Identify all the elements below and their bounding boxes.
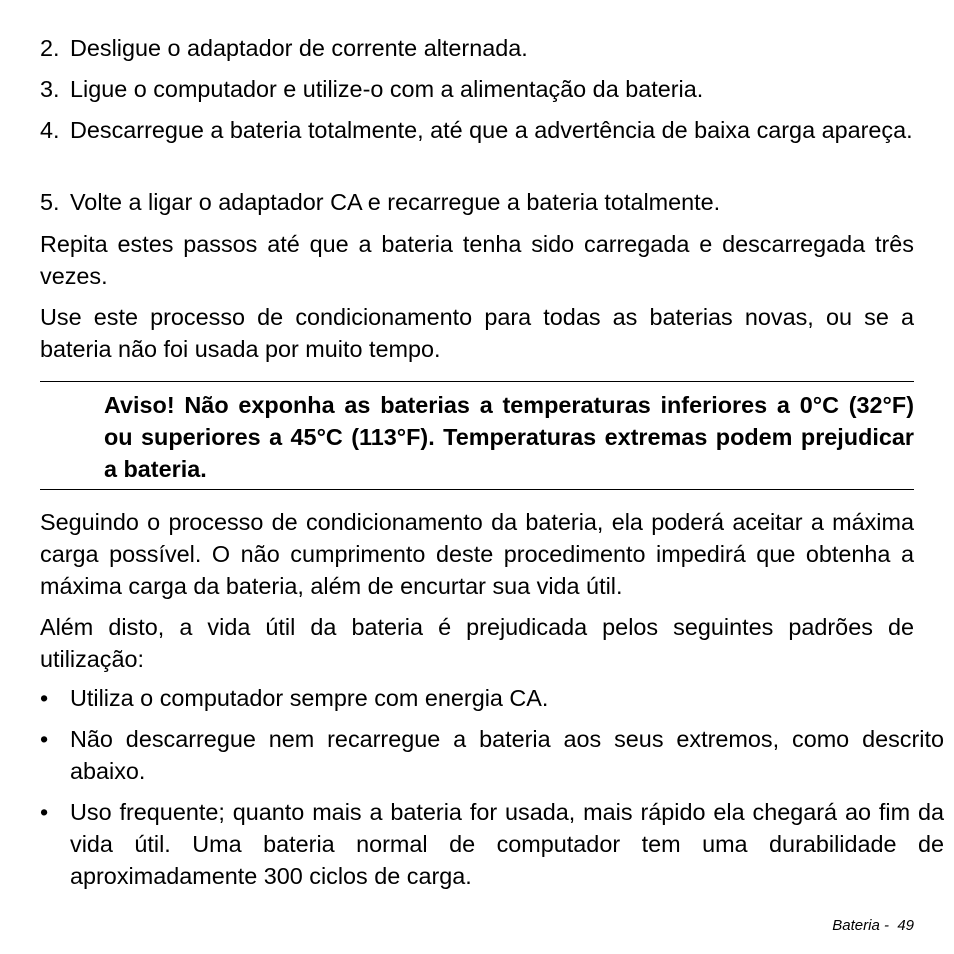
bullet-text: Uso frequente; quanto mais a bateria for usada, mais rápido ela chegará ao fim da vida útil. Uma bateria normal de computador tem uma durabilidade de aproximadamente 300 ciclos de carga. xyxy=(70,799,944,889)
warning-bottom-rule xyxy=(40,489,914,490)
paragraph-following: Seguindo o processo de condicionamento da bateria, ela poderá aceitar a máxima carga possível. O não cumprimento deste procedimento impedirá que obtenha a máxima carga da bateria, além de encurtar sua vida útil. xyxy=(40,509,914,599)
footer-section: Bateria - xyxy=(832,917,889,934)
page-number: 49 xyxy=(897,917,914,934)
step-text: Descarregue a bateria totalmente, até que a advertência de baixa carga apareça. xyxy=(70,117,913,143)
step-text: Desligue o adaptador de corrente alternada. xyxy=(70,35,528,61)
list-item xyxy=(40,796,944,892)
bullet-marker: • xyxy=(40,685,49,711)
step-number: 3. xyxy=(40,76,60,102)
warning-top-rule xyxy=(40,381,914,382)
step-item xyxy=(40,73,944,105)
step-item xyxy=(40,114,944,146)
bullet-text: Não descarregue nem recarregue a bateria aos seus extremos, como descrito abaixo. xyxy=(70,726,944,784)
page-footer xyxy=(832,916,914,936)
list-item xyxy=(40,682,944,714)
list-item xyxy=(40,723,944,787)
bullet-marker: • xyxy=(40,799,49,825)
step-item xyxy=(40,186,944,218)
step-number: 2. xyxy=(40,35,60,61)
bullet-marker: • xyxy=(40,726,49,752)
warning-text: Aviso! Não exponha as baterias a temperaturas inferiores a 0°C (32°F) ou superiores a 45°C (113°F). Temperaturas extremas podem prejudicar a bateria. xyxy=(104,392,914,482)
step-text: Volte a ligar o adaptador CA e recarregue a bateria totalmente. xyxy=(70,189,721,215)
step-number: 5. xyxy=(40,189,60,215)
step-text: Ligue o computador e utilize-o com a alimentação da bateria. xyxy=(70,76,704,102)
step-number: 4. xyxy=(40,117,60,143)
step-item xyxy=(40,32,944,64)
paragraph-besides: Além disto, a vida útil da bateria é prejudicada pelos seguintes padrões de utilização: xyxy=(40,614,914,672)
paragraph-repeat: Repita estes passos até que a bateria tenha sido carregada e descarregada três vezes. xyxy=(40,231,914,289)
bullet-text: Utiliza o computador sempre com energia CA. xyxy=(70,685,549,711)
paragraph-use-process: Use este processo de condicionamento para todas as baterias novas, ou se a bateria não foi usada por muito tempo. xyxy=(40,304,914,362)
